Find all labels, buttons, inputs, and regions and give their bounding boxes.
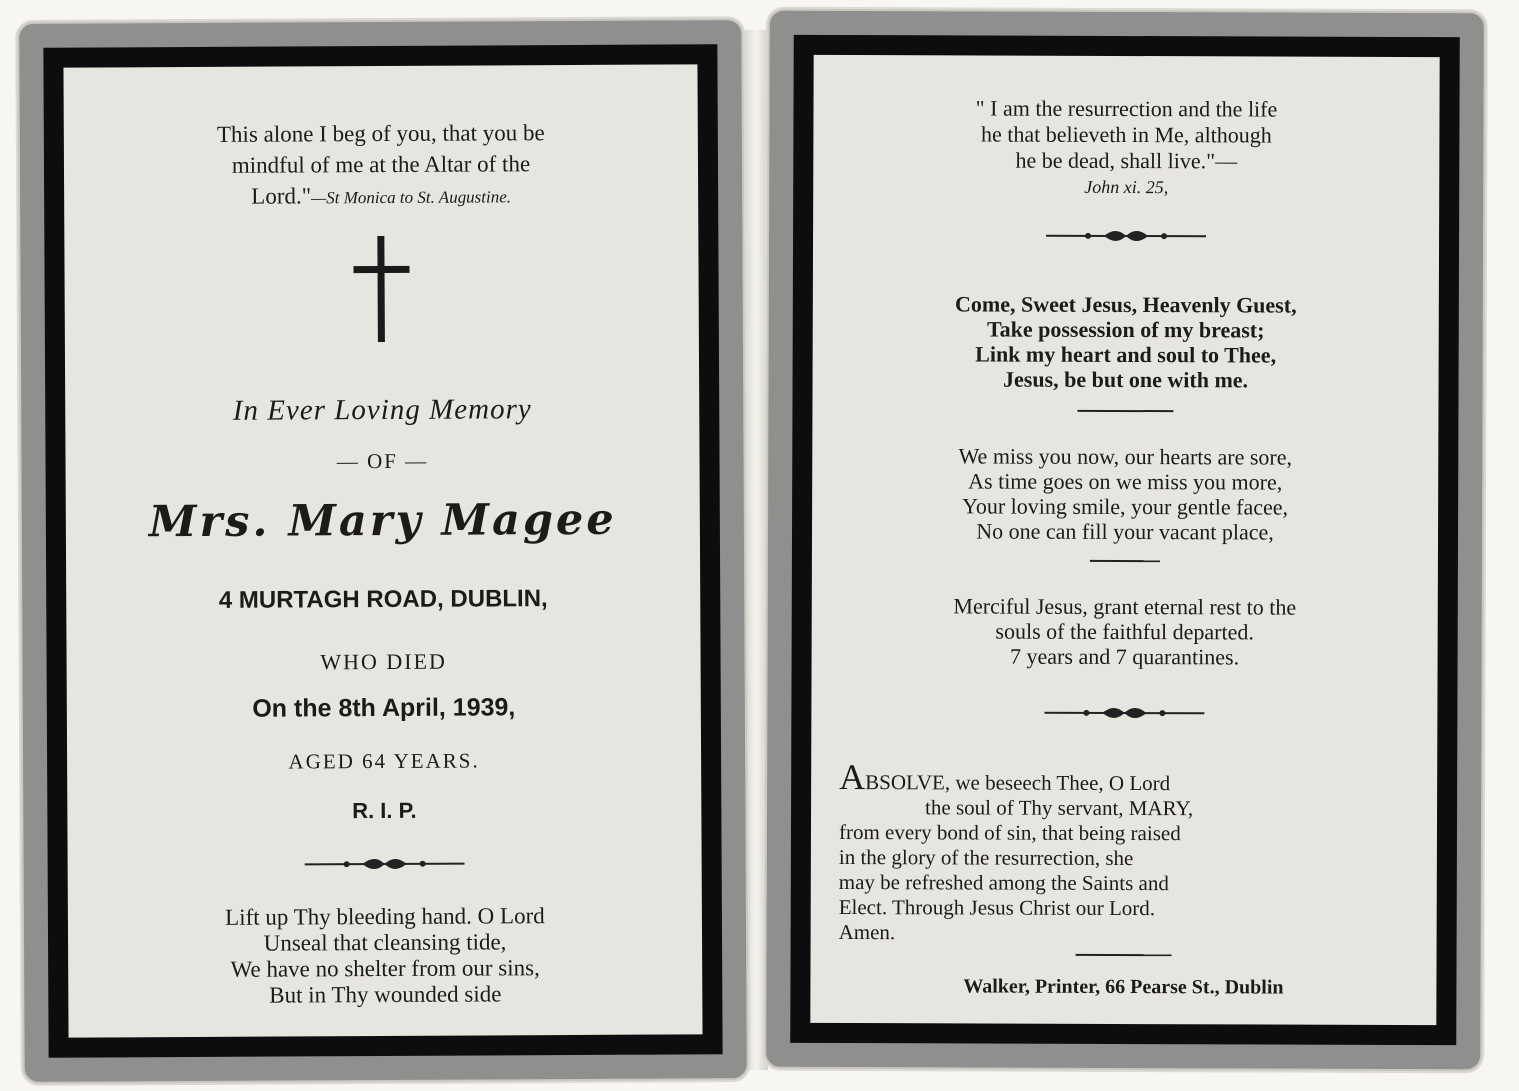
absolve-line: Elect. Through Jesus Christ our Lord. xyxy=(838,895,1156,921)
absolve-initial: A xyxy=(839,757,866,798)
absolve-line: from every bond of sin, that being raised xyxy=(838,820,1181,846)
verse-line: We have no shelter from our sins, xyxy=(230,955,540,982)
indulgence-line: 7 years and 7 quarantines. xyxy=(1010,643,1240,670)
verse-line: But in Thy wounded side xyxy=(269,981,502,1008)
ornament-divider-icon xyxy=(1046,226,1206,247)
divider-rule xyxy=(1090,560,1160,562)
absolve-line: may be refreshed among the Saints and xyxy=(838,870,1169,896)
verse-line: Link my heart and soul to Thee, xyxy=(975,341,1277,368)
epigraph xyxy=(64,116,698,214)
verse-line: Your loving smile, your gentle facee, xyxy=(962,493,1289,520)
indulgence-line: souls of the faithful departed. xyxy=(995,618,1254,645)
indulgence-prayer xyxy=(812,593,1438,670)
scripture-reference: John xi. 25, xyxy=(1084,176,1169,198)
verse-line: Come, Sweet Jesus, Heavenly Guest, xyxy=(954,291,1297,318)
memorial-card-right xyxy=(766,11,1484,1069)
epigraph-attribution: —St Monica to St. Augustine. xyxy=(311,187,512,208)
right-page xyxy=(810,55,1439,1025)
epigraph-line: Lord." xyxy=(251,183,312,209)
memory-heading: In Ever Loving Memory xyxy=(232,393,532,427)
absolve-line: the soul of Thy servant, MARY, xyxy=(925,795,1194,821)
verse-line: No one can fill your vacant place, xyxy=(976,518,1274,545)
verse-line: Lift up Thy bleeding hand. O Lord xyxy=(225,903,545,930)
verse-line: Jesus, be but one with me. xyxy=(1002,366,1249,393)
scripture-line: " I am the resurrection and the life xyxy=(975,95,1278,122)
age-line: AGED 64 YEARS. xyxy=(288,748,480,774)
verse-line: Take possession of my breast; xyxy=(986,316,1265,343)
prayer-verse-2 xyxy=(812,443,1438,545)
mourning-border xyxy=(790,35,1460,1045)
address: 4 MURTAGH ROAD, DUBLIN, xyxy=(218,585,548,614)
of-line: — OF — xyxy=(336,448,429,474)
divider-rule xyxy=(1076,954,1172,956)
ornament-divider-icon xyxy=(305,854,465,875)
absolve-line: Amen. xyxy=(838,920,896,945)
verse-line: Unseal that cleansing tide, xyxy=(263,929,507,956)
mourning-border xyxy=(43,44,722,1058)
card-fold-spine xyxy=(744,30,768,1070)
deceased-name: Mrs. Mary Magee xyxy=(148,494,617,548)
memorial-card-left xyxy=(19,20,747,1082)
absolve-line: BSOLVE, we beseech Thee, O Lord xyxy=(865,770,1171,796)
rip: R. I. P. xyxy=(352,797,417,824)
left-page xyxy=(63,64,702,1037)
scripture-quote xyxy=(813,95,1439,201)
verse-line: As time goes on we miss you more, xyxy=(968,468,1283,495)
absolve-prayer xyxy=(838,757,1408,947)
who-died: WHO DIED xyxy=(320,648,447,675)
scripture-line: he that believeth in Me, although xyxy=(980,121,1272,148)
prayer-verse-1 xyxy=(813,291,1439,393)
absolve-line: in the glory of the resurrection, she xyxy=(838,845,1134,871)
scripture-line: he be dead, shall live."— xyxy=(1015,147,1238,174)
cross-icon xyxy=(351,236,412,346)
printer-imprint: Walker, Printer, 66 Pearse St., Dublin xyxy=(963,975,1284,999)
divider-rule xyxy=(1077,410,1173,412)
epigraph-line: This alone I beg of you, that you be xyxy=(216,120,545,147)
epigraph-line: mindful of me at the Altar of the xyxy=(231,151,531,178)
verse xyxy=(68,902,703,1009)
indulgence-line: Merciful Jesus, grant eternal rest to the xyxy=(953,593,1297,620)
death-date: On the 8th April, 1939, xyxy=(252,693,516,723)
verse-line: We miss you now, our hearts are sore, xyxy=(958,443,1293,470)
ornament-divider-icon xyxy=(1044,703,1204,724)
